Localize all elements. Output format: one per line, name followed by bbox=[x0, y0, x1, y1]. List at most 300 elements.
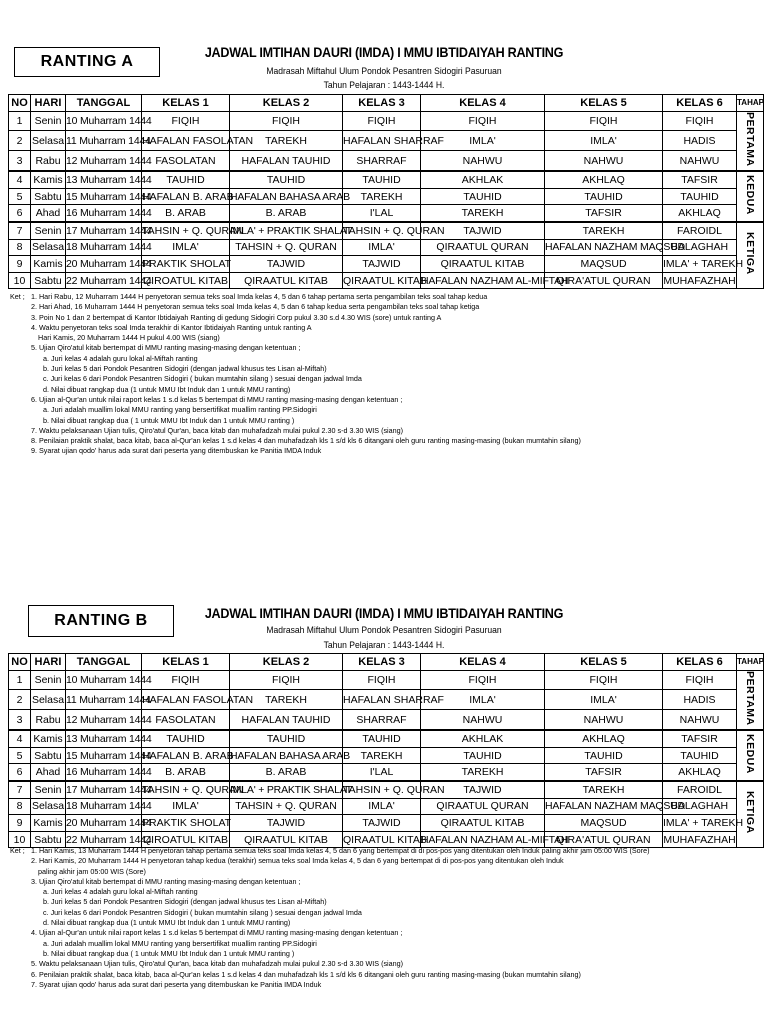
day-name-cell: Kamis bbox=[31, 171, 66, 188]
note-text: 5. Waktu pelaksanaan Ujian tulis, Qiro'atul Qur'an, baca kitab dan muhafadzah mulai pukul 2.30 s-d 3.30 WIS (siang) bbox=[31, 959, 404, 969]
row-number-cell: 6 bbox=[9, 205, 31, 222]
kelas-4-cell: TAJWID bbox=[421, 781, 545, 798]
schedule-table bbox=[8, 94, 764, 289]
kelas-1-cell: IMLA' bbox=[142, 798, 230, 815]
kelas-6-cell: BALAGHAH bbox=[663, 798, 737, 815]
kelas-2-cell: FIQIH bbox=[230, 670, 343, 690]
kelas-3-cell: FIQIH bbox=[343, 670, 421, 690]
kelas-6-cell: HADIS bbox=[663, 131, 737, 151]
kelas-2-cell: FIQIH bbox=[230, 111, 343, 131]
kelas-4-cell: TAREKH bbox=[421, 205, 545, 222]
note-text: c. Juri kelas 6 dari Pondok Pesantren Sidogiri ( bukan mumtahin silang ) sesuai dengan jadwal Imda bbox=[43, 374, 362, 384]
note-text: 7. Syarat ujian qodo' harus ada surat dari peserta yang ditembuskan ke Panitia IMDA Induk bbox=[31, 979, 322, 989]
table-row bbox=[9, 151, 764, 171]
kelas-5-cell: HAFALAN NAZHAM MAQSUD bbox=[545, 239, 663, 256]
note-text: b. Juri kelas 5 dari Pondok Pesantren Sidogiri (dengan jadwal khusus tes Lisan al-Miftah) bbox=[43, 364, 327, 374]
kelas-5-cell: AKHLAQ bbox=[545, 730, 663, 747]
kelas-2-cell: B. ARAB bbox=[230, 764, 343, 781]
kelas-4-cell: IMLA' bbox=[421, 690, 545, 710]
column-header: KELAS 5 bbox=[545, 654, 663, 671]
kelas-6-cell: TAUHID bbox=[663, 747, 737, 764]
kelas-1-cell: PRAKTIK SHOLAT bbox=[142, 256, 230, 273]
day-name-cell: Senin bbox=[31, 670, 66, 690]
ket-label: Ket ; bbox=[10, 292, 25, 301]
tahap-label: KETIGA bbox=[744, 791, 756, 835]
kelas-5-cell: AKHLAQ bbox=[545, 171, 663, 188]
date-cell: 11 Muharram 1444 bbox=[66, 131, 142, 151]
kelas-5-cell: HAFALAN NAZHAM MAQSUD bbox=[545, 798, 663, 815]
kelas-4-cell: HAFALAN NAZHAM AL-MIFTAH bbox=[421, 831, 545, 848]
kelas-1-cell: TAHSIN + Q. QURAN bbox=[142, 781, 230, 798]
date-cell: 18 Muharram 1444 bbox=[66, 798, 142, 815]
note-text: 1. Hari Kamis, 13 Muharram 1444 H penyetoran tahap pertama semua teks soal Imda kelas 4, 5 dan 6 yang bertempat di di pos-pos yang ditentukan oleh Induk paling akhir jam 05:00 WIS (Sore) bbox=[31, 846, 650, 855]
kelas-6-cell: BALAGHAH bbox=[663, 239, 737, 256]
column-header: KELAS 5 bbox=[545, 95, 663, 112]
kelas-5-cell: NAHWU bbox=[545, 151, 663, 171]
kelas-1-cell: QIROATUL KITAB bbox=[142, 272, 230, 289]
table-row bbox=[9, 710, 764, 730]
kelas-5-cell: NAHWU bbox=[545, 710, 663, 730]
kelas-3-cell: TAHSIN + Q. QURAN bbox=[343, 781, 421, 798]
kelas-4-cell: AKHLAK bbox=[421, 730, 545, 747]
kelas-6-cell: MUHAFAZHAH bbox=[663, 272, 737, 289]
note-line bbox=[10, 877, 750, 887]
kelas-2-cell: QIRAATUL KITAB bbox=[230, 272, 343, 289]
row-number-cell: 10 bbox=[9, 831, 31, 848]
note-text: 9. Syarat ujian qodo' harus ada surat dari peserta yang ditembuskan ke Panitia IMDA Induk bbox=[31, 446, 322, 456]
row-number-cell: 10 bbox=[9, 272, 31, 289]
note-line bbox=[10, 908, 750, 918]
note-text: 1. Hari Rabu, 12 Muharram 1444 H penyetoran semua teks soal Imda kelas 4, 5 dan 6 tahap pertama serta pengambilan teks soal tahap kedua bbox=[31, 292, 488, 301]
kelas-3-cell: TAUHID bbox=[343, 171, 421, 188]
column-header: NO bbox=[9, 95, 31, 112]
kelas-5-cell: TAUHID bbox=[545, 747, 663, 764]
tahap-label: KEDUA bbox=[744, 174, 756, 215]
kelas-5-cell: MAQSUD bbox=[545, 815, 663, 832]
table-row bbox=[9, 730, 764, 747]
kelas-6-cell: HADIS bbox=[663, 690, 737, 710]
row-number-cell: 3 bbox=[9, 151, 31, 171]
kelas-1-cell: FASOLATAN bbox=[142, 151, 230, 171]
note-text: 4. Waktu penyetoran teks soal Imda terakhir di Kantor Ibtidaiyah Ranting untuk ranting A bbox=[31, 322, 312, 332]
date-cell: 20 Muharram 1444 bbox=[66, 815, 142, 832]
kelas-2-cell: TAUHID bbox=[230, 730, 343, 747]
note-text: b. Nilai dibuat rangkap dua ( 1 untuk MMU Ibt Induk dan 1 untuk MMU ranting ) bbox=[43, 948, 295, 958]
note-text: 7. Waktu pelaksanaan Ujian tulis, Qiro'atul Qur'an, baca kitab dan muhafadzah mulai pukul 2.30 s-d 3.30 WIS (siang) bbox=[31, 425, 404, 435]
note-text: c. Juri kelas 6 dari Pondok Pesantren Sidogiri ( bukan mumtahin silang ) sesuai dengan jadwal Imda bbox=[43, 907, 362, 917]
kelas-2-cell: TAHSIN + Q. QURAN bbox=[230, 239, 343, 256]
tahap-label: KETIGA bbox=[744, 232, 756, 276]
column-header: TAHAP bbox=[737, 95, 764, 112]
note-line bbox=[10, 416, 750, 426]
column-header: HARI bbox=[31, 95, 66, 112]
date-cell: 20 Muharram 1444 bbox=[66, 256, 142, 273]
day-name-cell: Kamis bbox=[31, 256, 66, 273]
notes-block bbox=[10, 292, 750, 457]
row-number-cell: 5 bbox=[9, 747, 31, 764]
day-name-cell: Senin bbox=[31, 222, 66, 239]
day-name-cell: Senin bbox=[31, 111, 66, 131]
kelas-3-cell: TAUHID bbox=[343, 730, 421, 747]
kelas-4-cell: IMLA' bbox=[421, 131, 545, 151]
kelas-1-cell: HAFALAN FASOLATAN bbox=[142, 690, 230, 710]
table-row bbox=[9, 205, 764, 222]
note-line bbox=[10, 897, 750, 907]
kelas-2-cell: B. ARAB bbox=[230, 205, 343, 222]
kelas-3-cell: IMLA' bbox=[343, 239, 421, 256]
notes-block bbox=[10, 846, 750, 990]
kelas-1-cell: QIROATUL KITAB bbox=[142, 831, 230, 848]
kelas-6-cell: IMLA' + TAREKH bbox=[663, 815, 737, 832]
kelas-2-cell: IMLA' + PRAKTIK SHALAT bbox=[230, 781, 343, 798]
kelas-2-cell: TAJWID bbox=[230, 256, 343, 273]
table-row bbox=[9, 764, 764, 781]
kelas-5-cell: TAFSIR bbox=[545, 764, 663, 781]
day-name-cell: Selasa bbox=[31, 798, 66, 815]
madrasah-subtitle: Madrasah Miftahul Ulum Pondok Pesantren Sidogiri Pasuruan bbox=[266, 625, 502, 636]
note-text: a. Juri kelas 4 adalah guru lokal al-Miftah ranting bbox=[43, 353, 198, 363]
date-cell: 10 Muharram 1444 bbox=[66, 670, 142, 690]
kelas-6-cell: IMLA' + TAREKH bbox=[663, 256, 737, 273]
column-header: KELAS 4 bbox=[421, 654, 545, 671]
kelas-3-cell: TAREKH bbox=[343, 188, 421, 205]
note-line bbox=[10, 970, 750, 980]
column-header: KELAS 2 bbox=[230, 95, 343, 112]
kelas-1-cell: B. ARAB bbox=[142, 205, 230, 222]
column-header: KELAS 6 bbox=[663, 95, 737, 112]
tahap-cell bbox=[737, 670, 764, 730]
note-text: 3. Poin No 1 dan 2 bertempat di Kantor Ibtidaiyah Ranting di gedung Sidogiri Corp pukul 3.30 s.d 4.30 WIS (sore) untuk ranting A bbox=[31, 312, 442, 322]
table-row bbox=[9, 690, 764, 710]
row-number-cell: 4 bbox=[9, 171, 31, 188]
kelas-5-cell: FIQIH bbox=[545, 670, 663, 690]
kelas-4-cell: QIRAATUL KITAB bbox=[421, 256, 545, 273]
kelas-5-cell: TAUHID bbox=[545, 188, 663, 205]
date-cell: 16 Muharram 1444 bbox=[66, 764, 142, 781]
column-header: KELAS 4 bbox=[421, 95, 545, 112]
day-name-cell: Sabtu bbox=[31, 272, 66, 289]
kelas-3-cell: SHARRAF bbox=[343, 710, 421, 730]
kelas-4-cell: QIRAATUL QURAN bbox=[421, 239, 545, 256]
day-name-cell: Rabu bbox=[31, 151, 66, 171]
note-text: b. Juri kelas 5 dari Pondok Pesantren Sidogiri (dengan jadwal khusus tes Lisan al-Miftah) bbox=[43, 897, 327, 907]
kelas-3-cell: TAJWID bbox=[343, 256, 421, 273]
kelas-1-cell: B. ARAB bbox=[142, 764, 230, 781]
table-row bbox=[9, 171, 764, 188]
column-header: HARI bbox=[31, 654, 66, 671]
kelas-1-cell: TAUHID bbox=[142, 171, 230, 188]
date-cell: 13 Muharram 1444 bbox=[66, 730, 142, 747]
row-number-cell: 8 bbox=[9, 798, 31, 815]
note-line bbox=[10, 939, 750, 949]
note-text: 3. Ujian Qiro'atul kitab bertempat di MMU ranting masing-masing dengan ketentuan ; bbox=[31, 876, 301, 886]
note-line bbox=[10, 354, 750, 364]
kelas-3-cell: TAREKH bbox=[343, 747, 421, 764]
note-text: a. Juri kelas 4 adalah guru lokal al-Miftah ranting bbox=[43, 887, 198, 897]
kelas-2-cell: TAREKH bbox=[230, 131, 343, 151]
schedule-table bbox=[8, 653, 764, 848]
ranting-label: RANTING B bbox=[28, 605, 174, 637]
kelas-4-cell: NAHWU bbox=[421, 710, 545, 730]
row-number-cell: 3 bbox=[9, 710, 31, 730]
row-number-cell: 7 bbox=[9, 781, 31, 798]
kelas-6-cell: FIQIH bbox=[663, 670, 737, 690]
day-name-cell: Selasa bbox=[31, 239, 66, 256]
kelas-6-cell: MUHAFAZHAH bbox=[663, 831, 737, 848]
date-cell: 10 Muharram 1444 bbox=[66, 111, 142, 131]
column-header: KELAS 3 bbox=[343, 654, 421, 671]
kelas-4-cell: NAHWU bbox=[421, 151, 545, 171]
table-row bbox=[9, 670, 764, 690]
kelas-3-cell: IMLA' bbox=[343, 798, 421, 815]
note-text: 5. Ujian Qiro'atul kitab bertempat di MMU ranting masing-masing dengan ketentuan ; bbox=[31, 343, 301, 353]
kelas-5-cell: TAREKH bbox=[545, 781, 663, 798]
kelas-6-cell: FAROIDL bbox=[663, 222, 737, 239]
note-text: d. Nilai dibuat rangkap dua (1 untuk MMU Ibt Induk dan 1 untuk MMU ranting) bbox=[43, 384, 291, 394]
kelas-4-cell: HAFALAN NAZHAM AL-MIFTAH bbox=[421, 272, 545, 289]
note-line bbox=[10, 333, 750, 343]
note-line bbox=[10, 385, 750, 395]
kelas-5-cell: MAQSUD bbox=[545, 256, 663, 273]
row-number-cell: 1 bbox=[9, 670, 31, 690]
kelas-6-cell: NAHWU bbox=[663, 710, 737, 730]
tahap-cell bbox=[737, 171, 764, 222]
row-number-cell: 1 bbox=[9, 111, 31, 131]
tahap-cell bbox=[737, 781, 764, 848]
column-header: TAHAP bbox=[737, 654, 764, 671]
note-text: 2. Hari Kamis, 20 Muharram 1444 H penyetoran tahap kedua (terakhir) semua teks soal Imda kelas 4, 5 dan 6 yang bertempat di di pos-pos yang ditentukan oleh Induk bbox=[31, 856, 564, 866]
note-line bbox=[10, 313, 750, 323]
kelas-1-cell: FIQIH bbox=[142, 111, 230, 131]
note-line bbox=[10, 343, 750, 353]
column-header: KELAS 6 bbox=[663, 654, 737, 671]
day-name-cell: Selasa bbox=[31, 131, 66, 151]
note-line bbox=[10, 846, 750, 856]
kelas-6-cell: AKHLAQ bbox=[663, 205, 737, 222]
day-name-cell: Sabtu bbox=[31, 747, 66, 764]
kelas-1-cell: TAHSIN + Q. QURAN bbox=[142, 222, 230, 239]
kelas-2-cell: QIRAATUL KITAB bbox=[230, 831, 343, 848]
row-number-cell: 2 bbox=[9, 131, 31, 151]
column-header: KELAS 2 bbox=[230, 654, 343, 671]
kelas-3-cell: HAFALAN SHARRAF bbox=[343, 131, 421, 151]
tahap-cell bbox=[737, 222, 764, 289]
note-line bbox=[10, 302, 750, 312]
note-text: Hari Kamis, 20 Muharram 1444 H pukul 4.00 WIS (siang) bbox=[38, 333, 220, 343]
academic-year: Tahun Pelajaran : 1443-1444 H. bbox=[323, 640, 445, 651]
tahap-label: KEDUA bbox=[744, 733, 756, 774]
note-line bbox=[10, 959, 750, 969]
kelas-2-cell: HAFALAN TAUHID bbox=[230, 151, 343, 171]
date-cell: 18 Muharram 1444 bbox=[66, 239, 142, 256]
kelas-6-cell: FAROIDL bbox=[663, 781, 737, 798]
kelas-1-cell: HAFALAN FASOLATAN bbox=[142, 131, 230, 151]
table-row bbox=[9, 256, 764, 273]
note-text: 6. Penilaian praktik shalat, baca kitab, baca al-Qur'an kelas 1 s.d kelas 4 dan muhafadzah kls 1 s/d kls 6 ditangani oleh guru ranting masing-masing (bukan mumtahin silang) bbox=[31, 969, 581, 979]
kelas-2-cell: IMLA' + PRAKTIK SHALAT bbox=[230, 222, 343, 239]
date-cell: 13 Muharram 1444 bbox=[66, 171, 142, 188]
kelas-5-cell: IMLA' bbox=[545, 131, 663, 151]
note-line bbox=[10, 918, 750, 928]
date-cell: 22 Muharram 1444 bbox=[66, 272, 142, 289]
tahap-cell bbox=[737, 111, 764, 171]
row-number-cell: 4 bbox=[9, 730, 31, 747]
kelas-2-cell: HAFALAN BAHASA ARAB bbox=[230, 188, 343, 205]
date-cell: 12 Muharram 1444 bbox=[66, 151, 142, 171]
day-name-cell: Sabtu bbox=[31, 831, 66, 848]
table-row bbox=[9, 188, 764, 205]
row-number-cell: 5 bbox=[9, 188, 31, 205]
note-line bbox=[10, 395, 750, 405]
kelas-1-cell: HAFALAN B. ARAB bbox=[142, 747, 230, 764]
column-header: KELAS 1 bbox=[142, 95, 230, 112]
kelas-1-cell: FASOLATAN bbox=[142, 710, 230, 730]
schedule-title: JADWAL IMTIHAN DAURI (IMDA) I MMU IBTIDAIYAH RANTING bbox=[204, 44, 564, 60]
note-line bbox=[10, 867, 750, 877]
column-header: NO bbox=[9, 654, 31, 671]
kelas-4-cell: TAUHID bbox=[421, 188, 545, 205]
day-name-cell: Kamis bbox=[31, 730, 66, 747]
kelas-5-cell: FIQIH bbox=[545, 111, 663, 131]
date-cell: 17 Muharram 1444 bbox=[66, 222, 142, 239]
date-cell: 12 Muharram 1444 bbox=[66, 710, 142, 730]
day-name-cell: Sabtu bbox=[31, 188, 66, 205]
kelas-3-cell: TAHSIN + Q. QURAN bbox=[343, 222, 421, 239]
kelas-6-cell: FIQIH bbox=[663, 111, 737, 131]
kelas-6-cell: AKHLAQ bbox=[663, 764, 737, 781]
madrasah-subtitle: Madrasah Miftahul Ulum Pondok Pesantren Sidogiri Pasuruan bbox=[266, 66, 502, 77]
row-number-cell: 9 bbox=[9, 815, 31, 832]
note-line bbox=[10, 446, 750, 456]
kelas-5-cell: TAREKH bbox=[545, 222, 663, 239]
date-cell: 11 Muharram 1444 bbox=[66, 690, 142, 710]
column-header: KELAS 3 bbox=[343, 95, 421, 112]
kelas-4-cell: FIQIH bbox=[421, 670, 545, 690]
column-header: TANGGAL bbox=[66, 654, 142, 671]
kelas-4-cell: AKHLAK bbox=[421, 171, 545, 188]
note-line bbox=[10, 323, 750, 333]
note-text: b. Nilai dibuat rangkap dua ( 1 untuk MMU Ibt Induk dan 1 untuk MMU ranting ) bbox=[43, 415, 295, 425]
kelas-3-cell: FIQIH bbox=[343, 111, 421, 131]
kelas-4-cell: FIQIH bbox=[421, 111, 545, 131]
table-row bbox=[9, 272, 764, 289]
kelas-6-cell: TAFSIR bbox=[663, 730, 737, 747]
kelas-2-cell: TAJWID bbox=[230, 815, 343, 832]
kelas-3-cell: HAFALAN SHARRAF bbox=[343, 690, 421, 710]
row-number-cell: 9 bbox=[9, 256, 31, 273]
note-line bbox=[10, 364, 750, 374]
kelas-5-cell: QIRA'ATUL QURAN bbox=[545, 831, 663, 848]
day-name-cell: Ahad bbox=[31, 764, 66, 781]
kelas-1-cell: FIQIH bbox=[142, 670, 230, 690]
kelas-3-cell: TAJWID bbox=[343, 815, 421, 832]
note-text: a. Juri adalah muallim lokal MMU ranting yang bersertifikat muallim ranting PP.Sidogiri bbox=[43, 938, 317, 948]
kelas-2-cell: HAFALAN TAUHID bbox=[230, 710, 343, 730]
note-line bbox=[10, 949, 750, 959]
note-line bbox=[10, 887, 750, 897]
academic-year: Tahun Pelajaran : 1443-1444 H. bbox=[323, 80, 445, 91]
kelas-6-cell: NAHWU bbox=[663, 151, 737, 171]
kelas-3-cell: I'LAL bbox=[343, 764, 421, 781]
kelas-4-cell: TAJWID bbox=[421, 222, 545, 239]
row-number-cell: 8 bbox=[9, 239, 31, 256]
tahap-label: PERTAMA bbox=[744, 670, 756, 726]
tahap-cell bbox=[737, 730, 764, 781]
date-cell: 22 Muharram 1444 bbox=[66, 831, 142, 848]
row-number-cell: 2 bbox=[9, 690, 31, 710]
kelas-1-cell: HAFALAN B. ARAB bbox=[142, 188, 230, 205]
note-text: d. Nilai dibuat rangkap dua (1 untuk MMU Ibt Induk dan 1 untuk MMU ranting) bbox=[43, 918, 291, 928]
column-header: TANGGAL bbox=[66, 95, 142, 112]
day-name-cell: Senin bbox=[31, 781, 66, 798]
kelas-4-cell: QIRAATUL QURAN bbox=[421, 798, 545, 815]
note-text: a. Juri adalah muallim lokal MMU ranting yang bersertifikat muallim ranting PP.Sidogiri bbox=[43, 405, 317, 415]
row-number-cell: 6 bbox=[9, 764, 31, 781]
note-text: 4. Ujian al-Qur'an untuk nilai raport kelas 1 s.d kelas 5 bertempat di MMU ranting masing-masing dengan ketentuan ; bbox=[31, 928, 403, 938]
kelas-5-cell: IMLA' bbox=[545, 690, 663, 710]
date-cell: 15 Muharram 1444 bbox=[66, 188, 142, 205]
kelas-2-cell: HAFALAN BAHASA ARAB bbox=[230, 747, 343, 764]
day-name-cell: Selasa bbox=[31, 690, 66, 710]
kelas-3-cell: I'LAL bbox=[343, 205, 421, 222]
kelas-1-cell: IMLA' bbox=[142, 239, 230, 256]
note-text: 6. Ujian al-Qur'an untuk nilai raport kelas 1 s.d kelas 5 bertempat di MMU ranting masing-masing dengan ketentuan ; bbox=[31, 394, 403, 404]
note-line bbox=[10, 426, 750, 436]
note-line bbox=[10, 856, 750, 866]
date-cell: 16 Muharram 1444 bbox=[66, 205, 142, 222]
note-line bbox=[10, 436, 750, 446]
kelas-3-cell: QIRAATUL KITAB bbox=[343, 272, 421, 289]
kelas-1-cell: PRAKTIK SHOLAT bbox=[142, 815, 230, 832]
ket-label: Ket ; bbox=[10, 846, 25, 855]
column-header: KELAS 1 bbox=[142, 654, 230, 671]
table-row bbox=[9, 798, 764, 815]
kelas-3-cell: QIRAATUL KITAB bbox=[343, 831, 421, 848]
kelas-5-cell: QIRA'ATUL QURAN bbox=[545, 272, 663, 289]
date-cell: 15 Muharram 1444 bbox=[66, 747, 142, 764]
table-row bbox=[9, 239, 764, 256]
note-line bbox=[10, 980, 750, 990]
schedule-title: JADWAL IMTIHAN DAURI (IMDA) I MMU IBTIDAIYAH RANTING bbox=[204, 605, 564, 621]
kelas-2-cell: TAUHID bbox=[230, 171, 343, 188]
tahap-label: PERTAMA bbox=[744, 111, 756, 167]
day-name-cell: Rabu bbox=[31, 710, 66, 730]
day-name-cell: Ahad bbox=[31, 205, 66, 222]
note-line bbox=[10, 405, 750, 415]
table-row bbox=[9, 111, 764, 131]
ranting-label: RANTING A bbox=[14, 47, 160, 77]
table-row bbox=[9, 815, 764, 832]
kelas-4-cell: TAREKH bbox=[421, 764, 545, 781]
table-row bbox=[9, 222, 764, 239]
table-row bbox=[9, 131, 764, 151]
kelas-6-cell: TAFSIR bbox=[663, 171, 737, 188]
note-line bbox=[10, 928, 750, 938]
kelas-2-cell: TAREKH bbox=[230, 690, 343, 710]
kelas-2-cell: TAHSIN + Q. QURAN bbox=[230, 798, 343, 815]
kelas-5-cell: TAFSIR bbox=[545, 205, 663, 222]
row-number-cell: 7 bbox=[9, 222, 31, 239]
kelas-4-cell: TAUHID bbox=[421, 747, 545, 764]
kelas-6-cell: TAUHID bbox=[663, 188, 737, 205]
kelas-3-cell: SHARRAF bbox=[343, 151, 421, 171]
note-line bbox=[10, 292, 750, 302]
note-line bbox=[10, 374, 750, 384]
kelas-4-cell: QIRAATUL KITAB bbox=[421, 815, 545, 832]
day-name-cell: Kamis bbox=[31, 815, 66, 832]
table-row bbox=[9, 747, 764, 764]
date-cell: 17 Muharram 1444 bbox=[66, 781, 142, 798]
